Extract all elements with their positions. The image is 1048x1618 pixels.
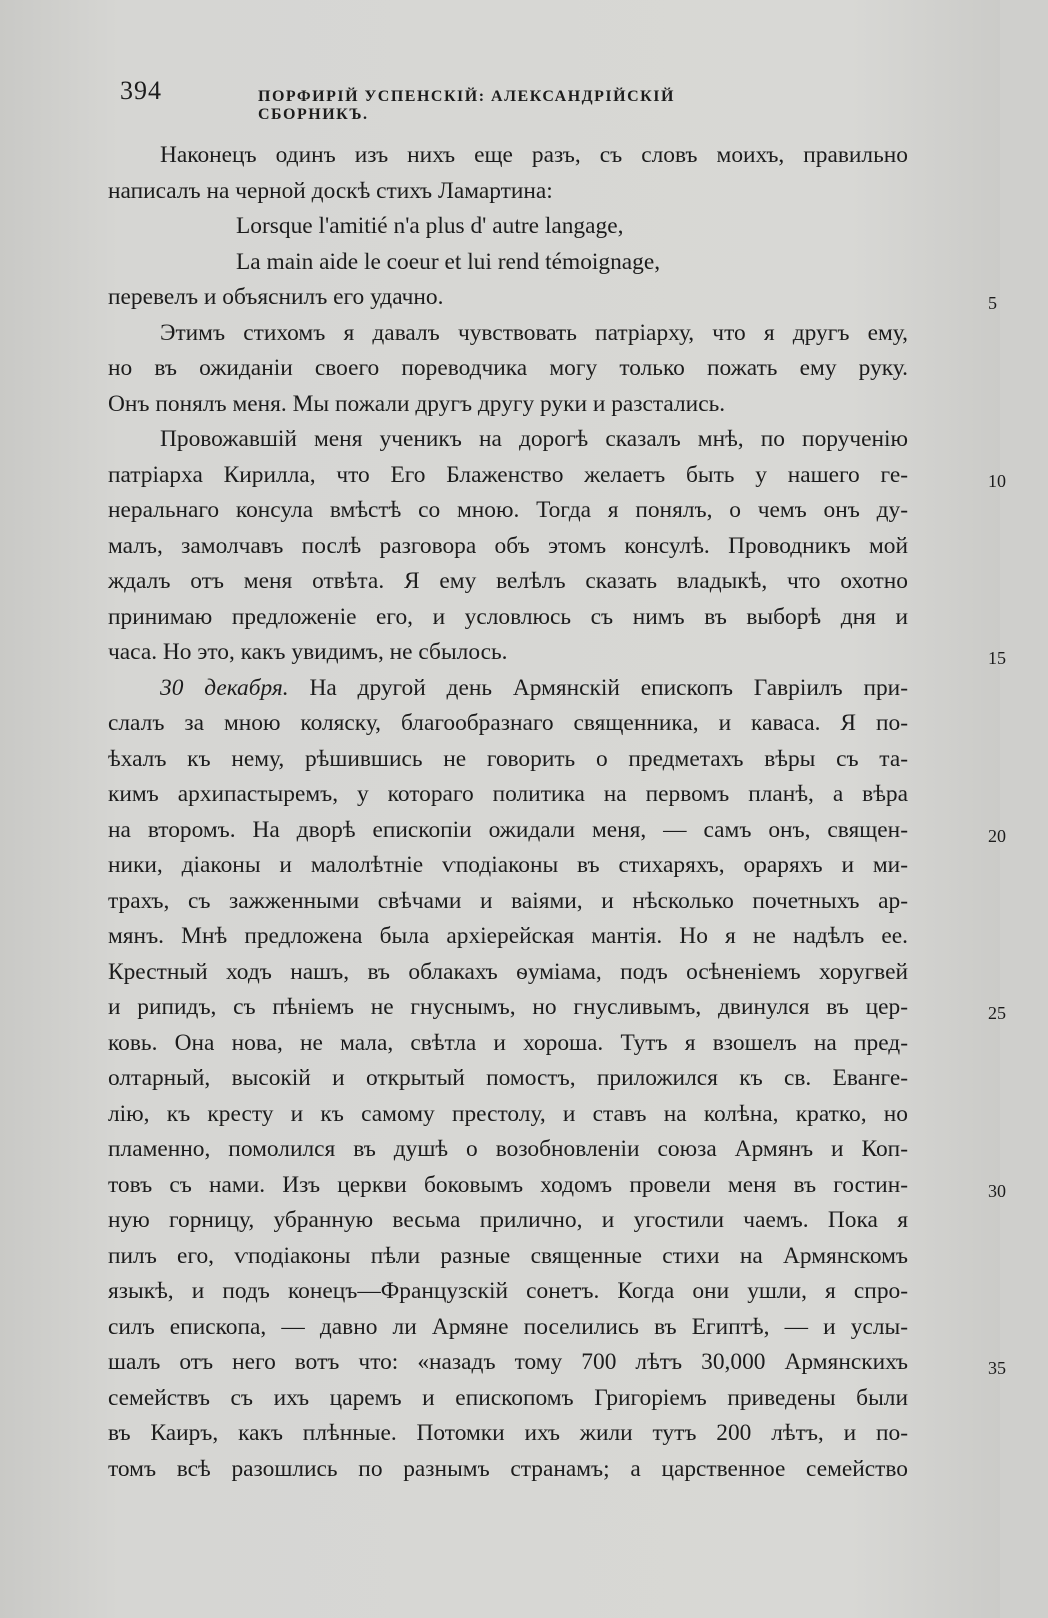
margin-line-number: 35 [988, 1358, 1006, 1378]
text-line [108, 742, 908, 778]
text-line [108, 316, 908, 352]
text-line [108, 1097, 908, 1133]
text-line-content: въ Каиръ, какъ плѣнные. Потомки ихъ жили тутъ 200 лѣтъ, и по- [108, 1420, 908, 1446]
text-line-content: Этимъ стихомъ я давалъ чувствовать патріарху, что я другъ ему, [160, 319, 908, 346]
margin-line-number: 10 [988, 470, 1006, 491]
margin-line-number: 30 [988, 1180, 1006, 1201]
text-line-content: La main aide le coeur et lui rend témoignage, [236, 248, 661, 275]
text-line [108, 387, 908, 423]
text-line-content: Lorsque l'amitié n'a plus d' autre langage, [236, 213, 624, 239]
text-line [108, 813, 908, 849]
text-line-content: пилъ его, ѵподіаконы пѣли разные священные стихи на Армянскомъ [108, 1242, 908, 1269]
text-line [108, 529, 908, 565]
text-line-content: и рипидъ, съ пѣніемъ не гнуснымъ, но гнусливымъ, двинулся въ цер- [108, 994, 908, 1020]
page-number: 394 [120, 76, 162, 105]
text-line-content: силъ епископа, — давно ли Армяне поселились въ Египтѣ, — и услы- [108, 1313, 908, 1340]
text-line-content: ждалъ отъ меня отвѣта. Я ему велѣлъ сказать владыкѣ, что охотно [108, 568, 908, 594]
text-line [108, 174, 908, 210]
text-line-content: ковь. Она нова, не мала, свѣтла и хороша. Тутъ я взошелъ на пред- [108, 1029, 908, 1056]
text-line-content: шалъ отъ него вотъ что: «назадъ тому 700 лѣтъ 30,000 Армянскихъ [108, 1349, 908, 1375]
text-line [108, 1132, 908, 1168]
text-line-content: томъ всѣ разошлись по разнымъ странамъ; а царственное семейство [108, 1455, 908, 1482]
text-line [108, 884, 908, 920]
text-line-content: семействъ съ ихъ царемъ и епископомъ Григоріемъ приведены были [108, 1384, 908, 1411]
text-line [108, 351, 908, 387]
text-line-content: на второмъ. На дворѣ епископіи ожидали меня, — самъ онъ, священ- [108, 816, 908, 843]
text-line [108, 280, 908, 316]
text-line-content: языкѣ, и подъ конецъ—Французскій сонетъ. Когда они ушли, я спро- [108, 1278, 908, 1304]
text-line [108, 564, 908, 600]
text-line [108, 1345, 908, 1381]
text-line [108, 1168, 908, 1204]
text-line [108, 209, 908, 245]
text-line-content: ную горницу, убранную весьма прилично, и угостили чаемъ. Пока я [108, 1207, 908, 1233]
text-line-content: патріарха Кирилла, что Его Блаженство желаетъ быть у нашего ге- [108, 461, 908, 488]
text-line [108, 245, 908, 281]
text-line [108, 919, 908, 955]
text-line [108, 493, 908, 529]
text-line-content: неральнаго консула вмѣстѣ со мною. Тогда я понялъ, о чемъ онъ ду- [108, 497, 908, 523]
text-line-content: принимаю предложеніе его, и условлюсь съ нимъ въ выборѣ дня и [108, 603, 908, 630]
entry-date: 30 декабря. [160, 674, 289, 701]
text-line [108, 848, 908, 884]
text-line [108, 458, 908, 494]
body-text [108, 138, 1006, 1487]
text-line-content: Онъ понялъ меня. Мы пожали другъ другу руки и разстались. [108, 390, 726, 417]
margin-line-number: 15 [988, 648, 1006, 668]
text-line-content: товъ съ нами. Изъ церкви боковымъ ходомъ провели меня въ гостин- [108, 1171, 908, 1198]
text-line [108, 1310, 908, 1346]
text-line-content: слалъ за мною коляску, благообразнаго священника, и каваса. Я по- [108, 710, 908, 736]
running-title: ПОРФИРІЙ УСПЕНСКІЙ: АЛЕКСАНДРІЙСКІЙ СБОРНИКЪ. [258, 88, 675, 123]
text-line [108, 635, 908, 671]
text-line-content: трахъ, съ зажженными свѣчами и ваіями, и нѣсколько почетныхъ ар- [108, 887, 908, 914]
margin-line-number: 5 [988, 293, 997, 313]
text-line-content: написалъ на черной доскѣ стихъ Ламартина: [108, 177, 553, 204]
text-line-content: кимъ архипастыремъ, у котораго политика на первомъ планѣ, а вѣра [108, 781, 908, 807]
text-line [108, 1416, 908, 1452]
text-line-content: ѣхалъ къ нему, рѣшившись не говорить о предметахъ вѣры съ та- [108, 745, 908, 772]
text-line [108, 777, 908, 813]
page-header [120, 76, 780, 123]
text-line-content: ники, діаконы и малолѣтніе ѵподіаконы въ стихаряхъ, ораряхъ и ми- [108, 852, 908, 878]
text-line-content: но въ ожиданіи своего пореводчика могу только пожать ему руку. [108, 355, 908, 381]
text-line-content: пламенно, помолился въ душѣ о возобновленіи союза Армянъ и Коп- [108, 1136, 908, 1162]
text-line-content: Провожавшій меня ученикъ на дорогѣ сказалъ мнѣ, по порученію [160, 426, 908, 452]
text-line [108, 422, 908, 458]
text-line [108, 1381, 908, 1417]
text-line-content: перевелъ и объяснилъ его удачно. [108, 284, 444, 310]
text-line [108, 1274, 908, 1310]
text-line [108, 955, 908, 991]
text-line-content: малъ, замолчавъ послѣ разговора объ этомъ консулѣ. Проводникъ мой [108, 532, 908, 559]
text-line [108, 671, 908, 707]
text-line-content: олтарный, высокій и открытый помостъ, приложился къ св. Еванге- [108, 1065, 908, 1091]
text-line [108, 1239, 908, 1275]
text-line-content: Крестный ходъ нашъ, въ облакахъ ѳуміама, подъ осѣненіемъ хоругвей [108, 958, 908, 985]
text-line-content: лію, къ кресту и къ самому престолу, и ставъ на колѣна, кратко, но [108, 1100, 908, 1127]
text-line [108, 1203, 908, 1239]
margin-line-number: 20 [988, 825, 1006, 846]
margin-line-number: 25 [988, 1003, 1006, 1023]
text-line [108, 600, 908, 636]
text-line-content: часа. Но это, какъ увидимъ, не сбылось. [108, 639, 508, 665]
text-line [108, 1026, 908, 1062]
text-line-content: Наконецъ одинъ изъ нихъ еще разъ, съ словъ моихъ, правильно [160, 142, 908, 168]
text-line [108, 990, 908, 1026]
text-line-content: мянъ. Мнѣ предложена была архіерейская мантія. Но я не надѣлъ ее. [108, 923, 908, 949]
text-line-content: На другой день Армянскій епископъ Гавріилъ при- [309, 674, 908, 701]
text-line [108, 706, 908, 742]
text-line [108, 1061, 908, 1097]
text-line [108, 1452, 908, 1488]
text-line [108, 138, 908, 174]
